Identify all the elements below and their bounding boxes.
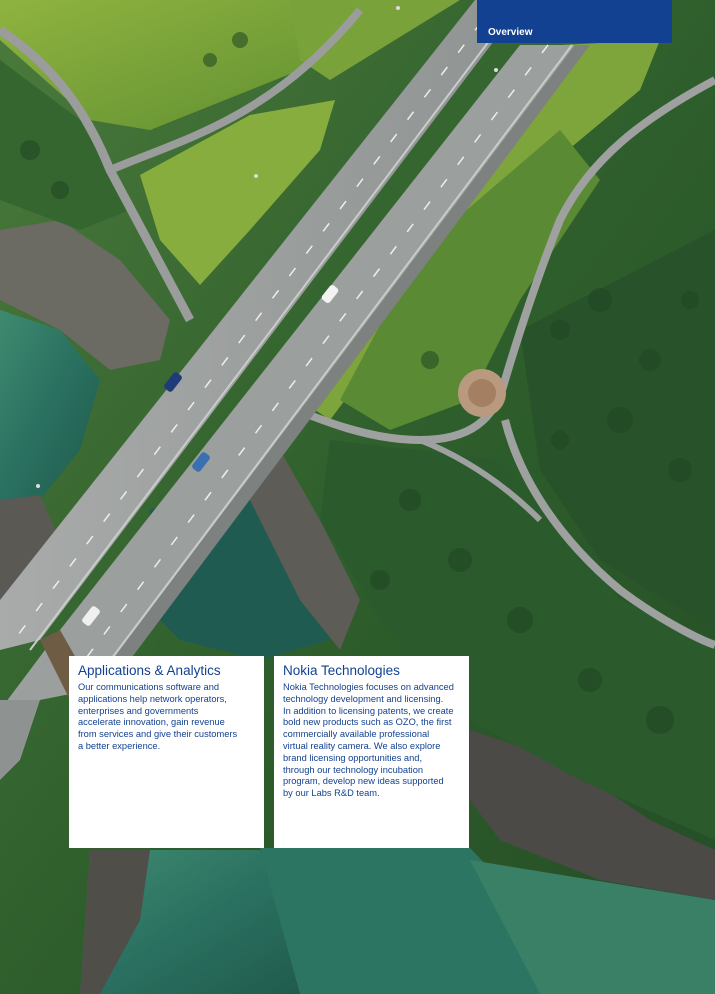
card-body: Nokia Technologies focuses on advanced technology development and licensing. In addition to licensing patents, we create bold new products such as OZO, the first commercially available professional virtual reality camera. We also explore brand licensing opportunities and, through our technology incubation program, develop new ideas supported by our Labs R&D team. [283,682,454,799]
card-body: Our communications software and applications help network operators, enterprises and governments accelerate innovation, gain revenue from services and give their customers a better experience. [78,682,238,751]
card-title: Nokia Technologies [283,663,400,678]
card-title: Applications & Analytics [78,663,221,678]
section-tab-overview: Overview [477,0,672,43]
info-card-applications-analytics [69,656,264,848]
info-card-nokia-technologies [274,656,469,848]
